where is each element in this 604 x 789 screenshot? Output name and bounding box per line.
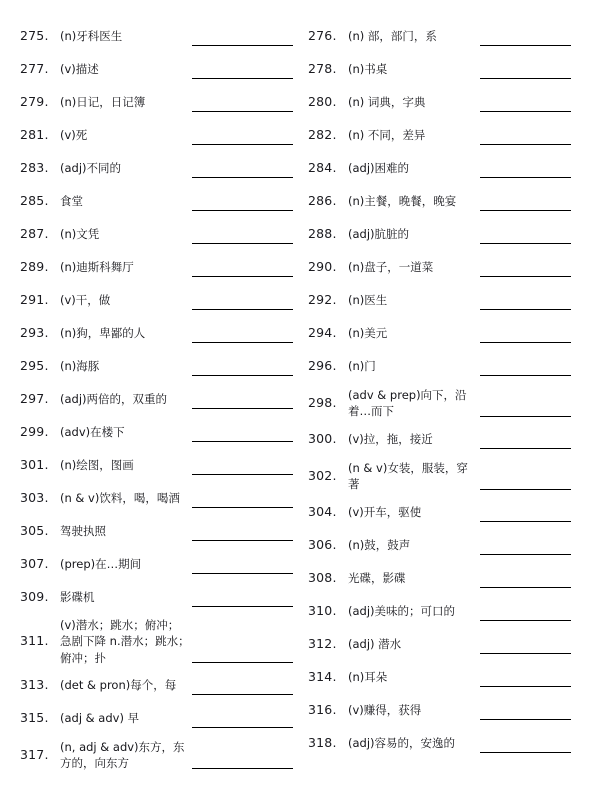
entry-term-text: (n & v)女装，服装，穿著 [348,460,468,491]
entry-number: 280. [308,94,337,110]
vocabulary-entry [20,53,293,86]
entry-number: 282. [308,127,337,143]
vocabulary-entry [308,53,573,86]
answer-blank-line[interactable] [192,573,293,574]
entry-term-text: (adj) 潜水 [348,637,402,652]
answer-blank-line[interactable] [192,662,293,663]
answer-blank-line[interactable] [480,554,573,555]
entry-number: 312. [308,636,337,652]
answer-blank-line[interactable] [192,276,293,277]
entry-term-text: (n)文凭 [60,227,100,242]
entry-number: 292. [308,292,337,308]
vocabulary-entry [308,86,573,119]
vocabulary-entry [308,383,573,423]
entry-term-text: (n)绘图，图画 [60,458,134,473]
entry-term-text: (n)海豚 [60,359,100,374]
vocabulary-entry [308,350,573,383]
vocabulary-entry [20,218,293,251]
answer-blank-line[interactable] [480,653,573,654]
entry-number: 300. [308,431,337,447]
entry-term-text: (n)日记，日记簿 [60,95,146,110]
vocabulary-entry [20,86,293,119]
entry-term-text: (n)迪斯科舞厅 [60,260,134,275]
vocabulary-entry [308,727,573,760]
entry-number: 309. [20,589,49,605]
entry-number: 314. [308,669,337,685]
entry-term-text: (adj)肮脏的 [348,227,410,242]
answer-blank-line[interactable] [192,210,293,211]
entry-number: 306. [308,537,337,553]
vocabulary-entry [20,119,293,152]
answer-blank-line[interactable] [192,144,293,145]
answer-blank-line[interactable] [480,45,573,46]
answer-blank-line[interactable] [480,752,573,753]
vocabulary-entry [20,702,293,735]
entry-number: 276. [308,28,337,44]
entry-term-text: (adj & adv) 早 [60,711,140,726]
entry-number: 310. [308,603,337,619]
entry-number: 283. [20,160,49,176]
entry-term-text: (n)狗，卑鄙的人 [60,326,146,341]
entry-number: 311. [20,633,49,649]
entry-number: 299. [20,424,49,440]
vocabulary-entry [20,152,293,185]
answer-blank-line[interactable] [192,727,293,728]
worksheet-column-right [302,20,604,789]
vocabulary-entry [20,449,293,482]
entry-number: 279. [20,94,49,110]
entry-number: 278. [308,61,337,77]
entry-term-text: (n)医生 [348,293,388,308]
answer-blank-line[interactable] [192,507,293,508]
answer-blank-line[interactable] [480,620,573,621]
entry-number: 318. [308,735,337,751]
entry-number: 298. [308,394,337,410]
entry-term-text: (adj)两倍的，双重的 [60,392,168,407]
entry-term-text: (n) 部，部门，系 [348,29,437,44]
answer-blank-line[interactable] [192,45,293,46]
entry-number: 285. [20,193,49,209]
entry-term-text: 驾驶执照 [60,524,106,539]
entry-term-text: (adj)困难的 [348,161,410,176]
entry-number: 290. [308,259,337,275]
entry-term-text: (v)拉，拖，接近 [348,432,433,447]
entry-term-text: (n)鼓，鼓声 [348,538,411,553]
vocabulary-entry [20,20,293,53]
answer-blank-line[interactable] [192,408,293,409]
entry-term-text: (n) 不同，差异 [348,128,426,143]
entry-number: 297. [20,391,49,407]
answer-blank-line[interactable] [480,521,573,522]
entry-number: 316. [308,702,337,718]
entry-term-text: (n) 词典，字典 [348,95,426,110]
answer-blank-line[interactable] [480,686,573,687]
answer-blank-line[interactable] [192,309,293,310]
entry-number: 304. [308,504,337,520]
entry-term-text: (adj)不同的 [60,161,122,176]
answer-blank-line[interactable] [480,448,573,449]
vocabulary-entry [20,614,293,669]
vocabulary-entry [308,152,573,185]
vocabulary-entry [308,119,573,152]
vocabulary-entry [308,218,573,251]
vocabulary-entry [308,423,573,456]
entry-term-text: (v)干，做 [60,293,111,308]
worksheet-column-left [0,20,302,789]
entry-term-text: (n & v)饮料，喝，喝酒 [60,491,180,506]
vocabulary-entry [20,735,293,775]
vocabulary-entry [20,350,293,383]
entry-number: 294. [308,325,337,341]
vocabulary-entry [20,185,293,218]
entry-term-text: (n, adj & adv)东方，东方的，向东方 [60,739,185,770]
vocabulary-entry [308,185,573,218]
vocabulary-entry [308,529,573,562]
entry-term-text: 影碟机 [60,590,95,605]
vocabulary-entry [308,251,573,284]
entry-term-text: (adv & prep)向下，沿着…而下 [348,387,467,418]
answer-blank-line[interactable] [480,78,573,79]
answer-blank-line[interactable] [480,719,573,720]
vocabulary-entry [308,595,573,628]
entry-number: 317. [20,746,49,762]
vocabulary-entry [308,661,573,694]
answer-blank-line[interactable] [192,177,293,178]
entry-number: 301. [20,457,49,473]
answer-blank-line[interactable] [480,210,573,211]
entry-number: 275. [20,28,49,44]
answer-blank-line[interactable] [480,111,573,112]
answer-blank-line[interactable] [192,342,293,343]
vocabulary-entry [308,284,573,317]
vocabulary-entry [308,694,573,727]
entry-term-text: (n)门 [348,359,376,374]
entry-term-text: (v)赚得，获得 [348,703,422,718]
entry-term-text: (prep)在…期间 [60,557,142,572]
entry-number: 308. [308,570,337,586]
entry-number: 307. [20,556,49,572]
vocabulary-entry [20,416,293,449]
answer-blank-line[interactable] [480,587,573,588]
entry-number: 315. [20,710,49,726]
entry-term-text: (n)牙科医生 [60,29,123,44]
entry-term-text: (det & pron)每个，每 [60,678,177,693]
answer-blank-line[interactable] [192,243,293,244]
answer-blank-line[interactable] [192,768,293,769]
answer-blank-line[interactable] [192,606,293,607]
answer-blank-line[interactable] [192,375,293,376]
entry-number: 288. [308,226,337,242]
entry-number: 293. [20,325,49,341]
vocabulary-entry [20,669,293,702]
entry-term-text: (adj)美味的；可口的 [348,604,456,619]
answer-blank-line[interactable] [480,177,573,178]
entry-term-text: (n)盘子，一道菜 [348,260,434,275]
entry-number: 277. [20,61,49,77]
vocabulary-entry [308,456,573,496]
entry-term-text: (v)开车，驱使 [348,505,422,520]
entry-number: 287. [20,226,49,242]
vocabulary-entry [20,317,293,350]
answer-blank-line[interactable] [480,375,573,376]
answer-blank-line[interactable] [480,243,573,244]
entry-term-text: (adv)在楼下 [60,425,125,440]
entry-term-text: (v)死 [60,128,88,143]
entry-number: 313. [20,677,49,693]
entry-number: 289. [20,259,49,275]
entry-number: 281. [20,127,49,143]
answer-blank-line[interactable] [192,694,293,695]
entry-term-text: (v)描述 [60,62,99,77]
entry-number: 302. [308,467,337,483]
entry-number: 296. [308,358,337,374]
answer-blank-line[interactable] [480,144,573,145]
answer-blank-line[interactable] [192,474,293,475]
entry-term-text: 光碟，影碟 [348,571,406,586]
entry-term-text: 食堂 [60,194,83,209]
vocabulary-entry [20,284,293,317]
vocabulary-entry [308,20,573,53]
vocabulary-entry [20,548,293,581]
answer-blank-line[interactable] [480,276,573,277]
vocabulary-entry [20,251,293,284]
entry-number: 284. [308,160,337,176]
entry-term-text: (v)潜水；跳水；俯冲；急剧下降 n.潜水；跳水；俯冲；扑 [60,618,190,665]
vocabulary-entry [20,383,293,416]
entry-number: 286. [308,193,337,209]
vocabulary-entry [308,317,573,350]
answer-blank-line[interactable] [480,416,573,417]
entry-term-text: (n)书桌 [348,62,388,77]
entry-term-text: (n)主餐，晚餐，晚宴 [348,194,457,209]
entry-term-text: (adj)容易的，安逸的 [348,736,456,751]
vocabulary-entry [20,581,293,614]
entry-term-text: (n)美元 [348,326,388,341]
answer-blank-line[interactable] [480,309,573,310]
answer-blank-line[interactable] [192,111,293,112]
entry-number: 291. [20,292,49,308]
answer-blank-line[interactable] [480,489,573,490]
vocabulary-entry [308,562,573,595]
vocabulary-entry [20,515,293,548]
answer-blank-line[interactable] [480,342,573,343]
vocabulary-entry [308,628,573,661]
entry-number: 303. [20,490,49,506]
answer-blank-line[interactable] [192,78,293,79]
vocabulary-entry [308,496,573,529]
entry-number: 295. [20,358,49,374]
answer-blank-line[interactable] [192,540,293,541]
answer-blank-line[interactable] [192,441,293,442]
entry-number: 305. [20,523,49,539]
vocabulary-entry [20,482,293,515]
entry-term-text: (n)耳朵 [348,670,388,685]
